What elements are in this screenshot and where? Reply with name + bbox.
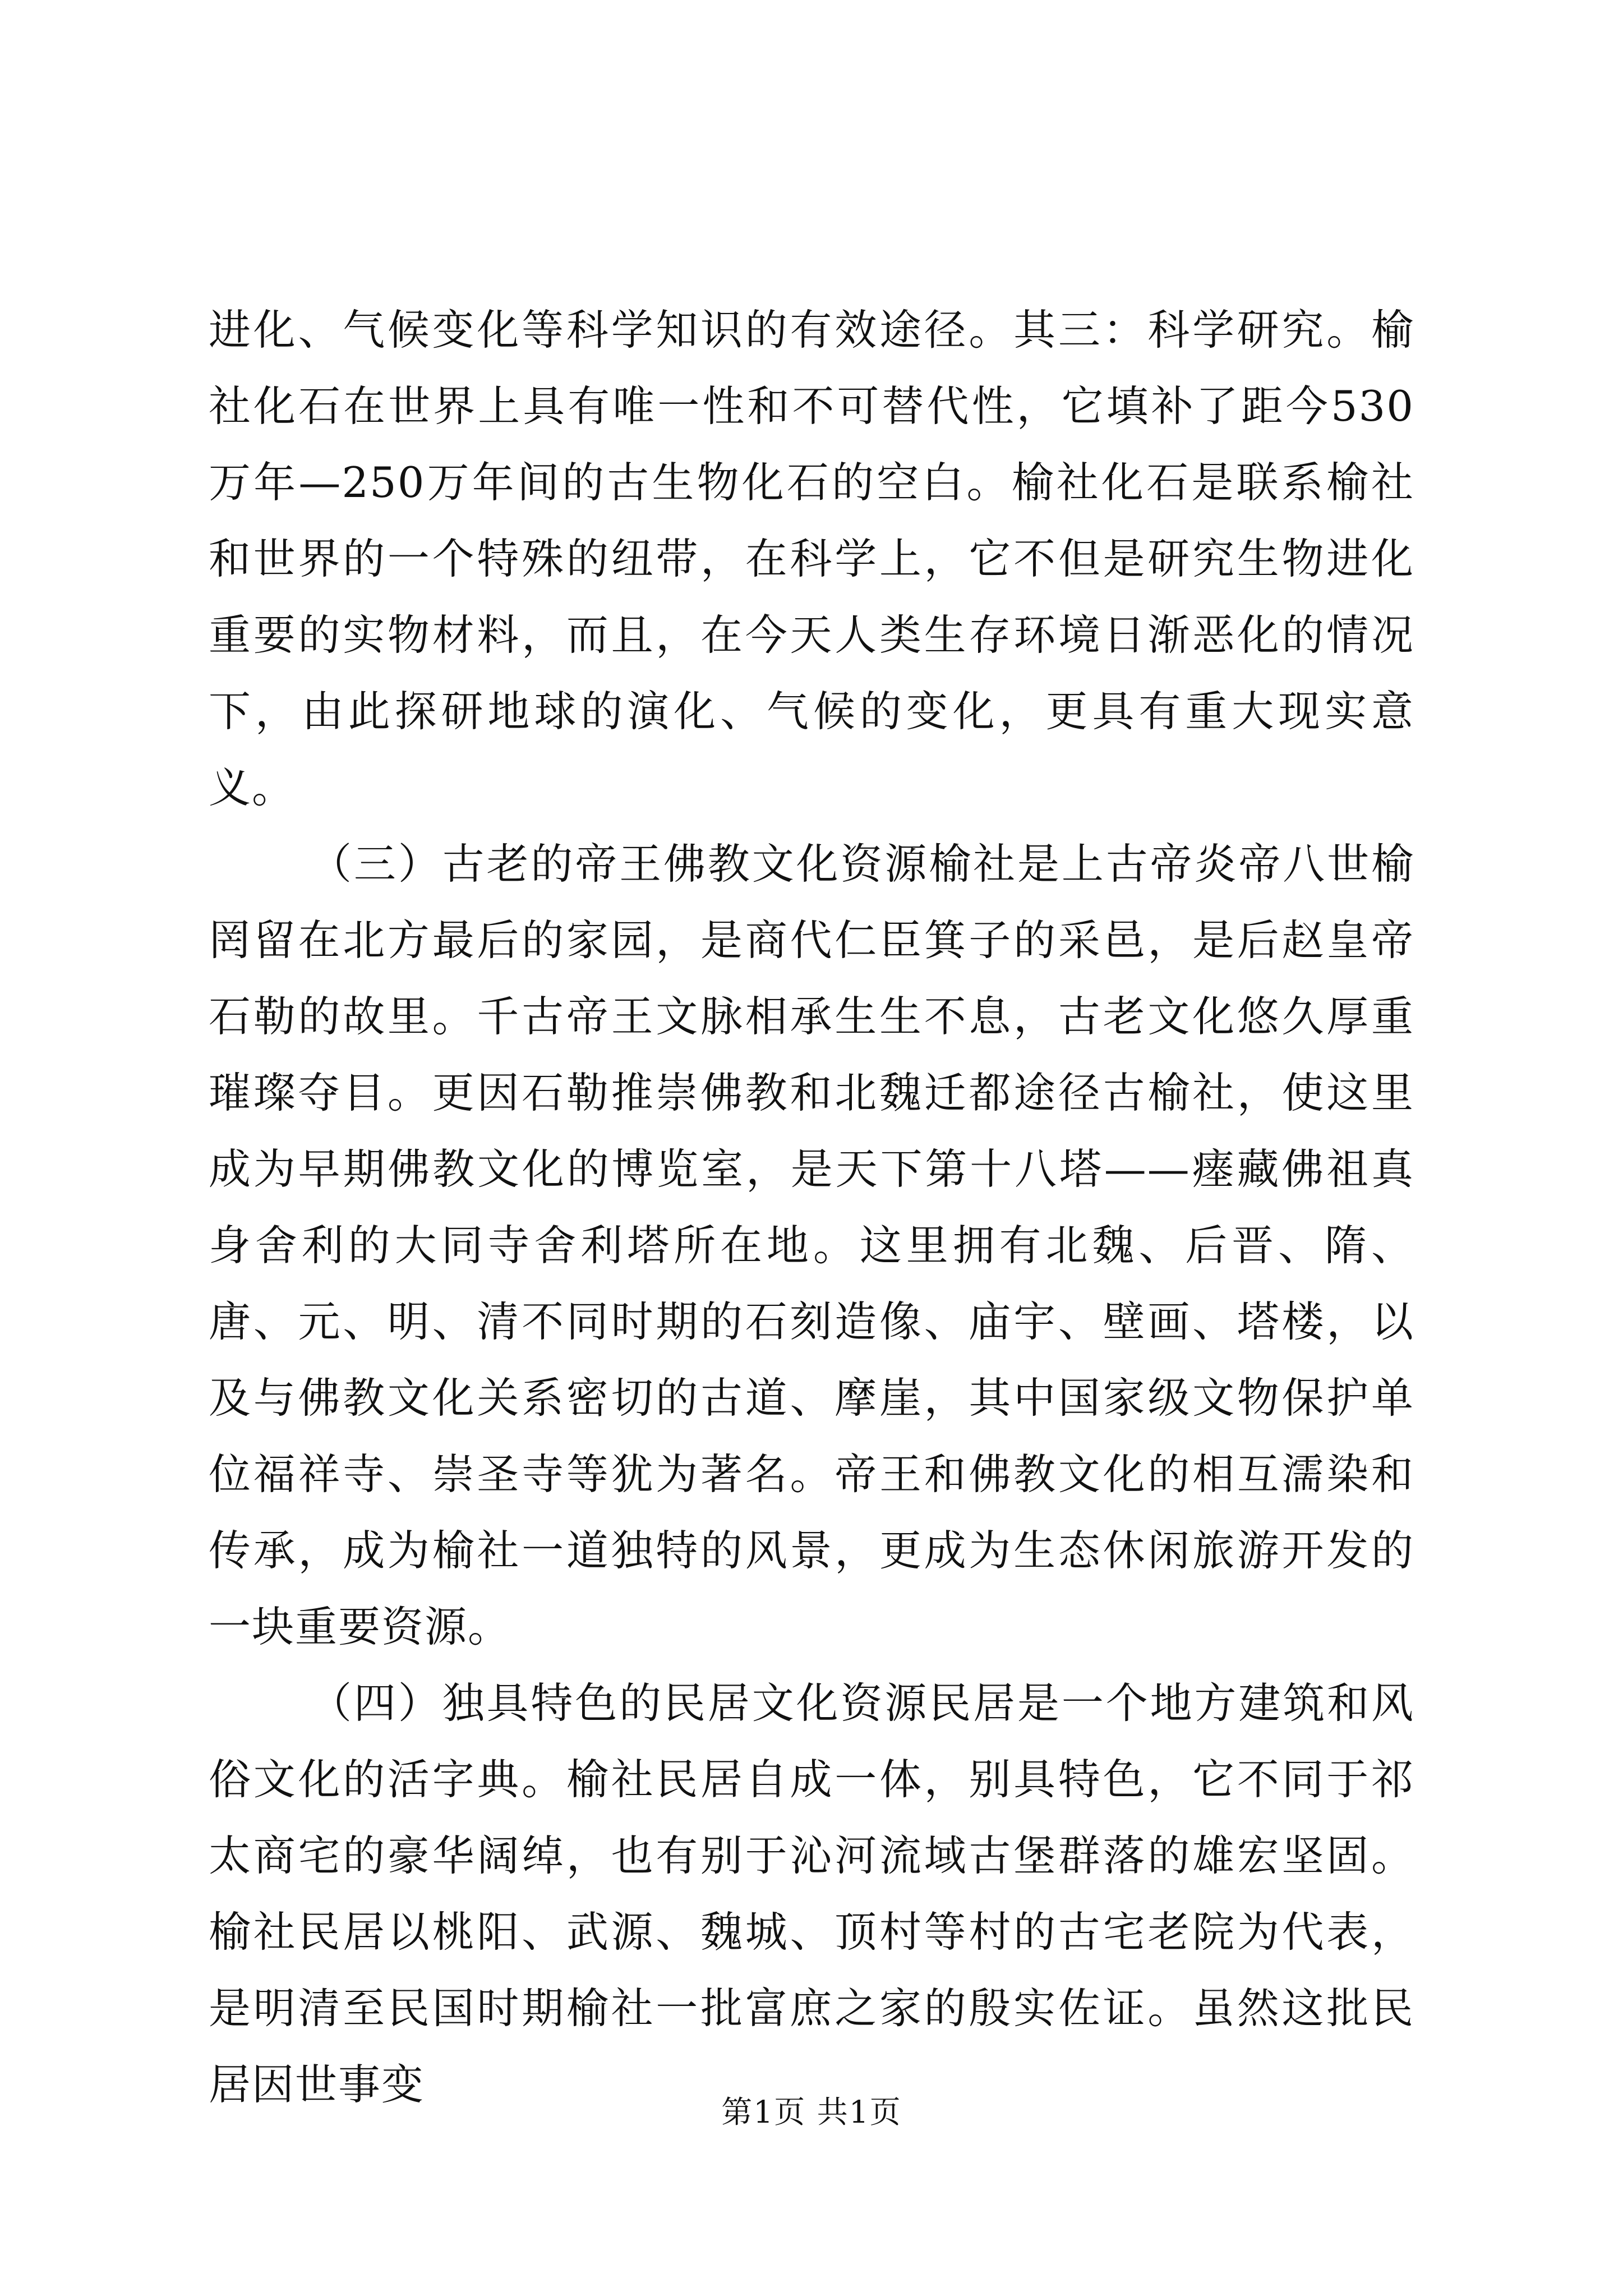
- paragraph-section-three: （三）古老的帝王佛教文化资源榆社是上古帝炎帝八世榆罔留在北方最后的家园，是商代仁臣箕子的采邑，是后赵皇帝石勒的故里。千古帝王文脉相承生生不息，古老文化悠久厚重璀璨夺目。更因石勒推崇佛教和北魏迁都途径古榆社，使这里成为早期佛教文化的博览室，是天下第十八塔——瘗藏佛祖真身舍利的大同寺舍利塔所在地。这里拥有北魏、后晋、隋、唐、元、明、清不同时期的石刻造像、庙宇、壁画、塔楼，以及与佛教文化关系密切的古道、摩崖，其中国家级文物保护单位福祥寺、崇圣寺等犹为著名。帝王和佛教文化的相互濡染和传承，成为榆社一道独特的风景，更成为生态休闲旅游开发的一块重要资源。: [209, 839, 1414, 1651]
- paragraph-section-four: （四）独具特色的民居文化资源民居是一个地方建筑和风俗文化的活字典。榆社民居自成一体，别具特色，它不同于祁太商宅的豪华阔绰，也有别于沁河流域古堡群落的雄宏坚固。榆社民居以桃阳、武源、魏城、顶村等村的古宅老院为代表，是明清至民国时期榆社一批富庶之家的殷实佐证。虽然这批民居因世事变: [209, 1678, 1414, 2109]
- page-footer: 第1页 共1页: [721, 2094, 902, 2130]
- paragraph-continued: 进化、气候变化等科学知识的有效途径。其三：科学研究。榆社化石在世界上具有唯一性和不可替代性，它填补了距今530万年—250万年间的古生物化石的空白。榆社化石是联系榆社和世界的一个特殊的纽带，在科学上，它不但是研究生物进化重要的实物材料，而且，在今天人类生存环境日渐恶化的情况下，由此探研地球的演化、气候的变化，更具有重大现实意义。: [209, 305, 1414, 812]
- document-body: [209, 292, 1414, 2123]
